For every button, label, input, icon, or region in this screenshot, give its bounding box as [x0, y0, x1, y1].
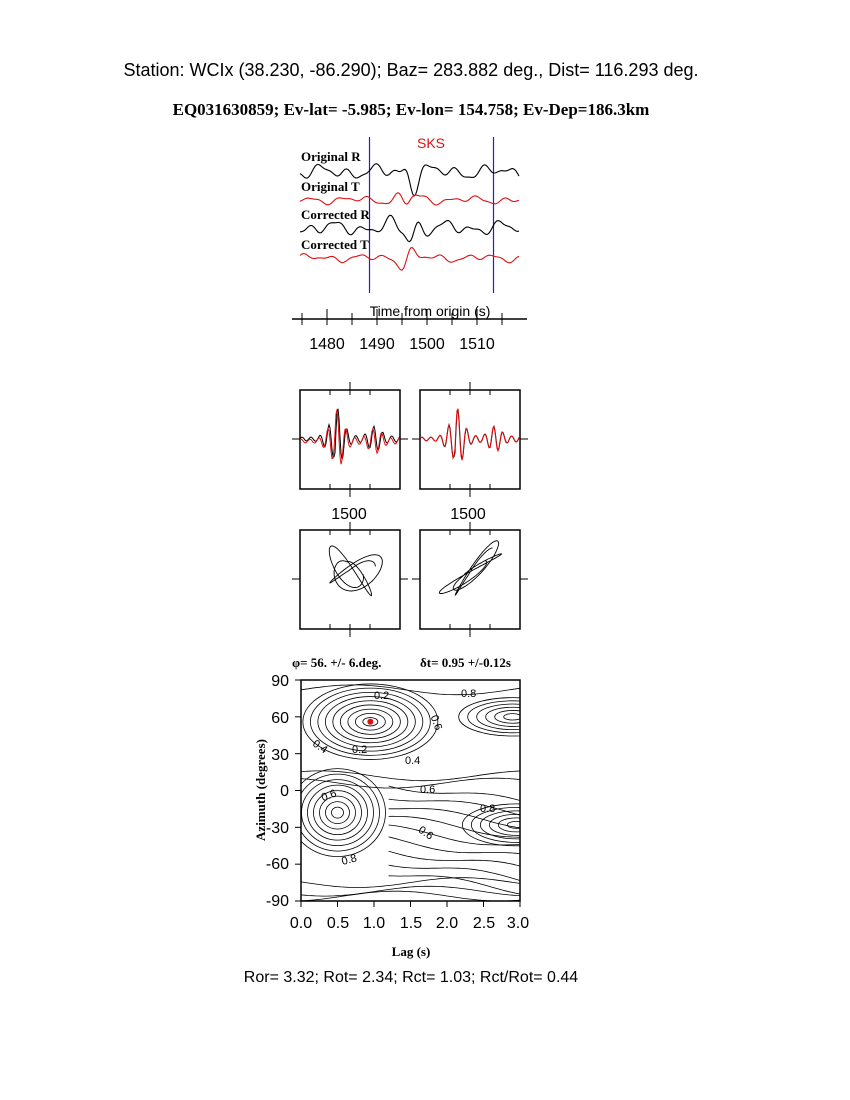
y-tick-label: -60	[265, 856, 289, 873]
time-axis-label: Time from origin (s)	[369, 303, 491, 319]
panel-ticks	[292, 522, 408, 637]
panel-frame	[300, 530, 400, 629]
contour-title-dt: δt= 0.95 +/-0.12s	[420, 655, 511, 670]
x-tick-label: 3.0	[506, 915, 530, 932]
contour-panel	[253, 655, 570, 959]
contour-line	[504, 714, 522, 720]
particle-motion-corrected	[439, 541, 501, 595]
y-axis-label: Azimuth (degrees)	[253, 739, 268, 841]
contour-level-label: 0.8	[480, 803, 496, 815]
particle-motion-right	[412, 522, 528, 637]
contour-level-label: 0.8	[340, 852, 359, 868]
contour-line	[495, 710, 531, 723]
contour-level-label: 0.2	[352, 744, 368, 756]
time-tick-label: 1480	[309, 336, 345, 353]
corrected-fast-wave	[420, 409, 520, 460]
panel-ticks	[412, 382, 528, 497]
contour-line	[459, 698, 567, 736]
y-tick-label: 60	[271, 710, 289, 727]
contour-line	[389, 816, 520, 837]
trace-label-original-t: Original T	[301, 179, 360, 194]
trace-original-t	[300, 193, 519, 205]
fast-component-wave	[300, 409, 400, 460]
waveform-panel-left	[292, 382, 408, 523]
contour-line	[302, 780, 374, 846]
contour-line	[301, 886, 520, 896]
time-tick-label: 1490	[359, 336, 395, 353]
trace-panel	[292, 135, 527, 353]
contour-level-label: 0.6	[319, 787, 339, 805]
contour-line	[308, 785, 368, 840]
y-tick-label: -30	[265, 820, 289, 837]
contour-line	[290, 769, 386, 857]
contour-line	[462, 804, 570, 846]
x-tick-label: 0.0	[289, 915, 313, 932]
contour-level-label: 0.2	[374, 690, 390, 702]
contour-line	[389, 851, 520, 866]
time-tick-label: 1510	[459, 336, 495, 353]
y-tick-label: -90	[265, 893, 289, 910]
x-tick-label: 0.5	[326, 915, 350, 932]
trace-label-original-r: Original R	[301, 149, 361, 164]
contour-title-phi: φ= 56. +/- 6.deg.	[292, 655, 382, 670]
contour-level-label: 0.4	[310, 737, 330, 757]
y-tick-label: 0	[280, 783, 289, 800]
event-line: EQ031630859; Ev-lat= -5.985; Ev-lon= 154.758; Ev-Dep=186.3km	[172, 100, 650, 119]
particle-motion-left	[292, 522, 408, 637]
contour-line	[389, 809, 520, 828]
x-tick-label: 1.5	[399, 915, 423, 932]
x-tick-label: 2.5	[472, 915, 496, 932]
x-tick-label: 2.0	[435, 915, 459, 932]
contour-line	[477, 704, 549, 730]
y-tick-label: 30	[271, 747, 289, 764]
slow-component-wave	[300, 409, 400, 464]
x-tick-label: 1.0	[362, 915, 386, 932]
ratios-footer: Ror= 3.32; Rot= 2.34; Rct= 1.03; Rct/Rot= 0.44	[243, 969, 579, 986]
contour-line	[468, 701, 558, 733]
trace-label-corrected-r: Corrected R	[301, 207, 370, 222]
contour-level-label: 0.4	[405, 755, 421, 767]
contour-line	[301, 771, 520, 781]
trace-label-corrected-t: Corrected T	[301, 237, 369, 252]
contour-level-label: 0.6	[415, 823, 436, 843]
contour-line	[332, 807, 344, 818]
station-line: Station: WCIx (38.230, -86.290); Baz= 283.882 deg., Dist= 116.293 deg.	[123, 60, 699, 80]
best-fit-marker	[367, 719, 373, 725]
particle-motion-original	[329, 546, 382, 596]
contour-line	[296, 774, 380, 851]
contour-level-label: 0.8	[461, 688, 477, 700]
contour-line	[326, 802, 350, 824]
waveform-panel-right	[412, 382, 528, 523]
contour-level-label: 0.6	[427, 713, 445, 733]
corrected-slow-wave	[420, 410, 520, 461]
contour-level-label: 0.6	[420, 784, 436, 796]
x-axis-label: Lag (s)	[391, 944, 431, 959]
contour-line	[389, 786, 520, 801]
time-tick-label: 1500	[409, 336, 445, 353]
panel-tick-label: 1500	[331, 506, 367, 523]
panel-tick-label: 1500	[450, 506, 486, 523]
phase-label: SKS	[416, 135, 446, 151]
y-tick-label: 90	[271, 673, 289, 690]
